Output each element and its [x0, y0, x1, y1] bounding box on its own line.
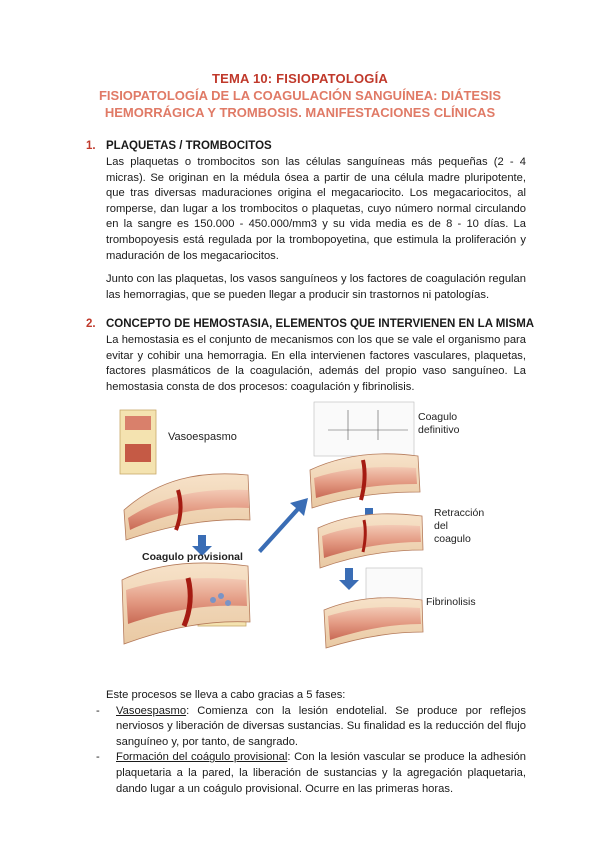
phases-intro: Este procesos se lleva a cabo gracias a 5 fases:	[106, 689, 346, 701]
bullet-dash: -	[96, 704, 100, 717]
doc-title: TEMA 10: FISIOPATOLOGÍA	[211, 71, 389, 86]
list-item	[96, 750, 526, 797]
bullet-desc: : Comienza con la lesión endotelial. Se produce por reflejos nerviosos y liberación de diversas sustancias. Su finalidad es la reducción del flujo sanguíneo y, por tanto, de sangrado.	[116, 704, 526, 748]
doc-subtitle-line1: FISIOPATOLOGÍA DE LA COAGULACIÓN SANGUÍNEA: DIÁTESIS	[98, 88, 502, 103]
panel-retraccion	[318, 507, 484, 568]
label-coagulo-definitivo-1: Coagulo	[418, 411, 458, 423]
arrow-down-3	[339, 568, 359, 590]
bullet-term: Formación del coágulo provisional	[116, 751, 288, 764]
label-retraccion-2: del	[434, 520, 449, 532]
bullet-text	[116, 750, 526, 797]
arrow-diagonal	[258, 498, 308, 553]
section2-number: 2.	[86, 318, 96, 330]
bullet-text	[116, 704, 526, 751]
panel-coagulo-definitivo	[310, 402, 460, 508]
title-block	[0, 70, 600, 121]
panel-vasoespasmo	[120, 410, 250, 540]
section1-title: PLAQUETAS / TROMBOCITOS	[106, 140, 272, 152]
bullet-term: Vasoespasmo	[116, 704, 187, 717]
section1-number: 1.	[86, 140, 96, 152]
label-vasoespasmo: Vasoespasmo	[168, 431, 237, 443]
section1-heading	[86, 140, 272, 152]
section1-paragraph1: Las plaquetas o trombocitos son las células sanguíneas más pequeñas (2 - 4 micras). Se originan en la médula ósea a partir de una célula madre pluripotente, que tras diversas maduraciones origina el megacariocito. Los megacariocitos, al romperse, dan lugar a los trombocitos o plaquetas, cuyo número normal circulando en la sangre es 150.000 - 450.000/mm3 y su vida media es de 8 - 10 días. La trombopoyesis está regulada por la trombopoyetina, que estimula la proliferación y maduración de los megacariocitos.	[106, 156, 526, 262]
phases-list	[96, 688, 526, 797]
list-item	[96, 704, 526, 751]
label-coagulo-definitivo-2: definitivo	[418, 424, 460, 436]
section2-title: CONCEPTO DE HEMOSTASIA, ELEMENTOS QUE INTERVIENEN EN LA MISMA	[106, 318, 535, 330]
doc-subtitle-line2: HEMORRÁGICA Y TROMBOSIS. MANIFESTACIONES CLÍNICAS	[104, 105, 496, 120]
label-retraccion-1: Retracción	[434, 507, 485, 519]
hemostasis-figure	[118, 400, 485, 650]
section2-paragraph1: La hemostasia es el conjunto de mecanismos con los que se vale el organismo para evitar y cohibir una hemorragia. En ella intervienen factores vasculares, plaquetas, factores plasmáticos de la coagulación, además del propio vaso sanguíneo. La hemostasia consta de dos procesos: coagulación y fibrinolisis.	[106, 334, 526, 393]
section1-paragraph2: Junto con las plaquetas, los vasos sanguíneos y los factores de coagulación regulan las hemorragias, que se pueden llegar a producir sin trastornos ni patologías.	[106, 273, 526, 301]
panel-coagulo-provisional	[122, 551, 250, 644]
label-retraccion-3: coagulo	[434, 533, 471, 545]
label-coagulo-provisional: Coagulo provisional	[142, 551, 243, 563]
label-fibrinolisis: Fibrinolisis	[426, 596, 476, 608]
section2-heading	[86, 318, 534, 330]
bullet-dash: -	[96, 751, 100, 764]
bullet-desc: : Con la lesión vascular se produce la adhesión plaquetaria a la pared, la liberación de sustancias y la agregación plaquetaria, dando lugar a un coágulo provisional. Ocurre en las primeras horas.	[116, 751, 526, 795]
